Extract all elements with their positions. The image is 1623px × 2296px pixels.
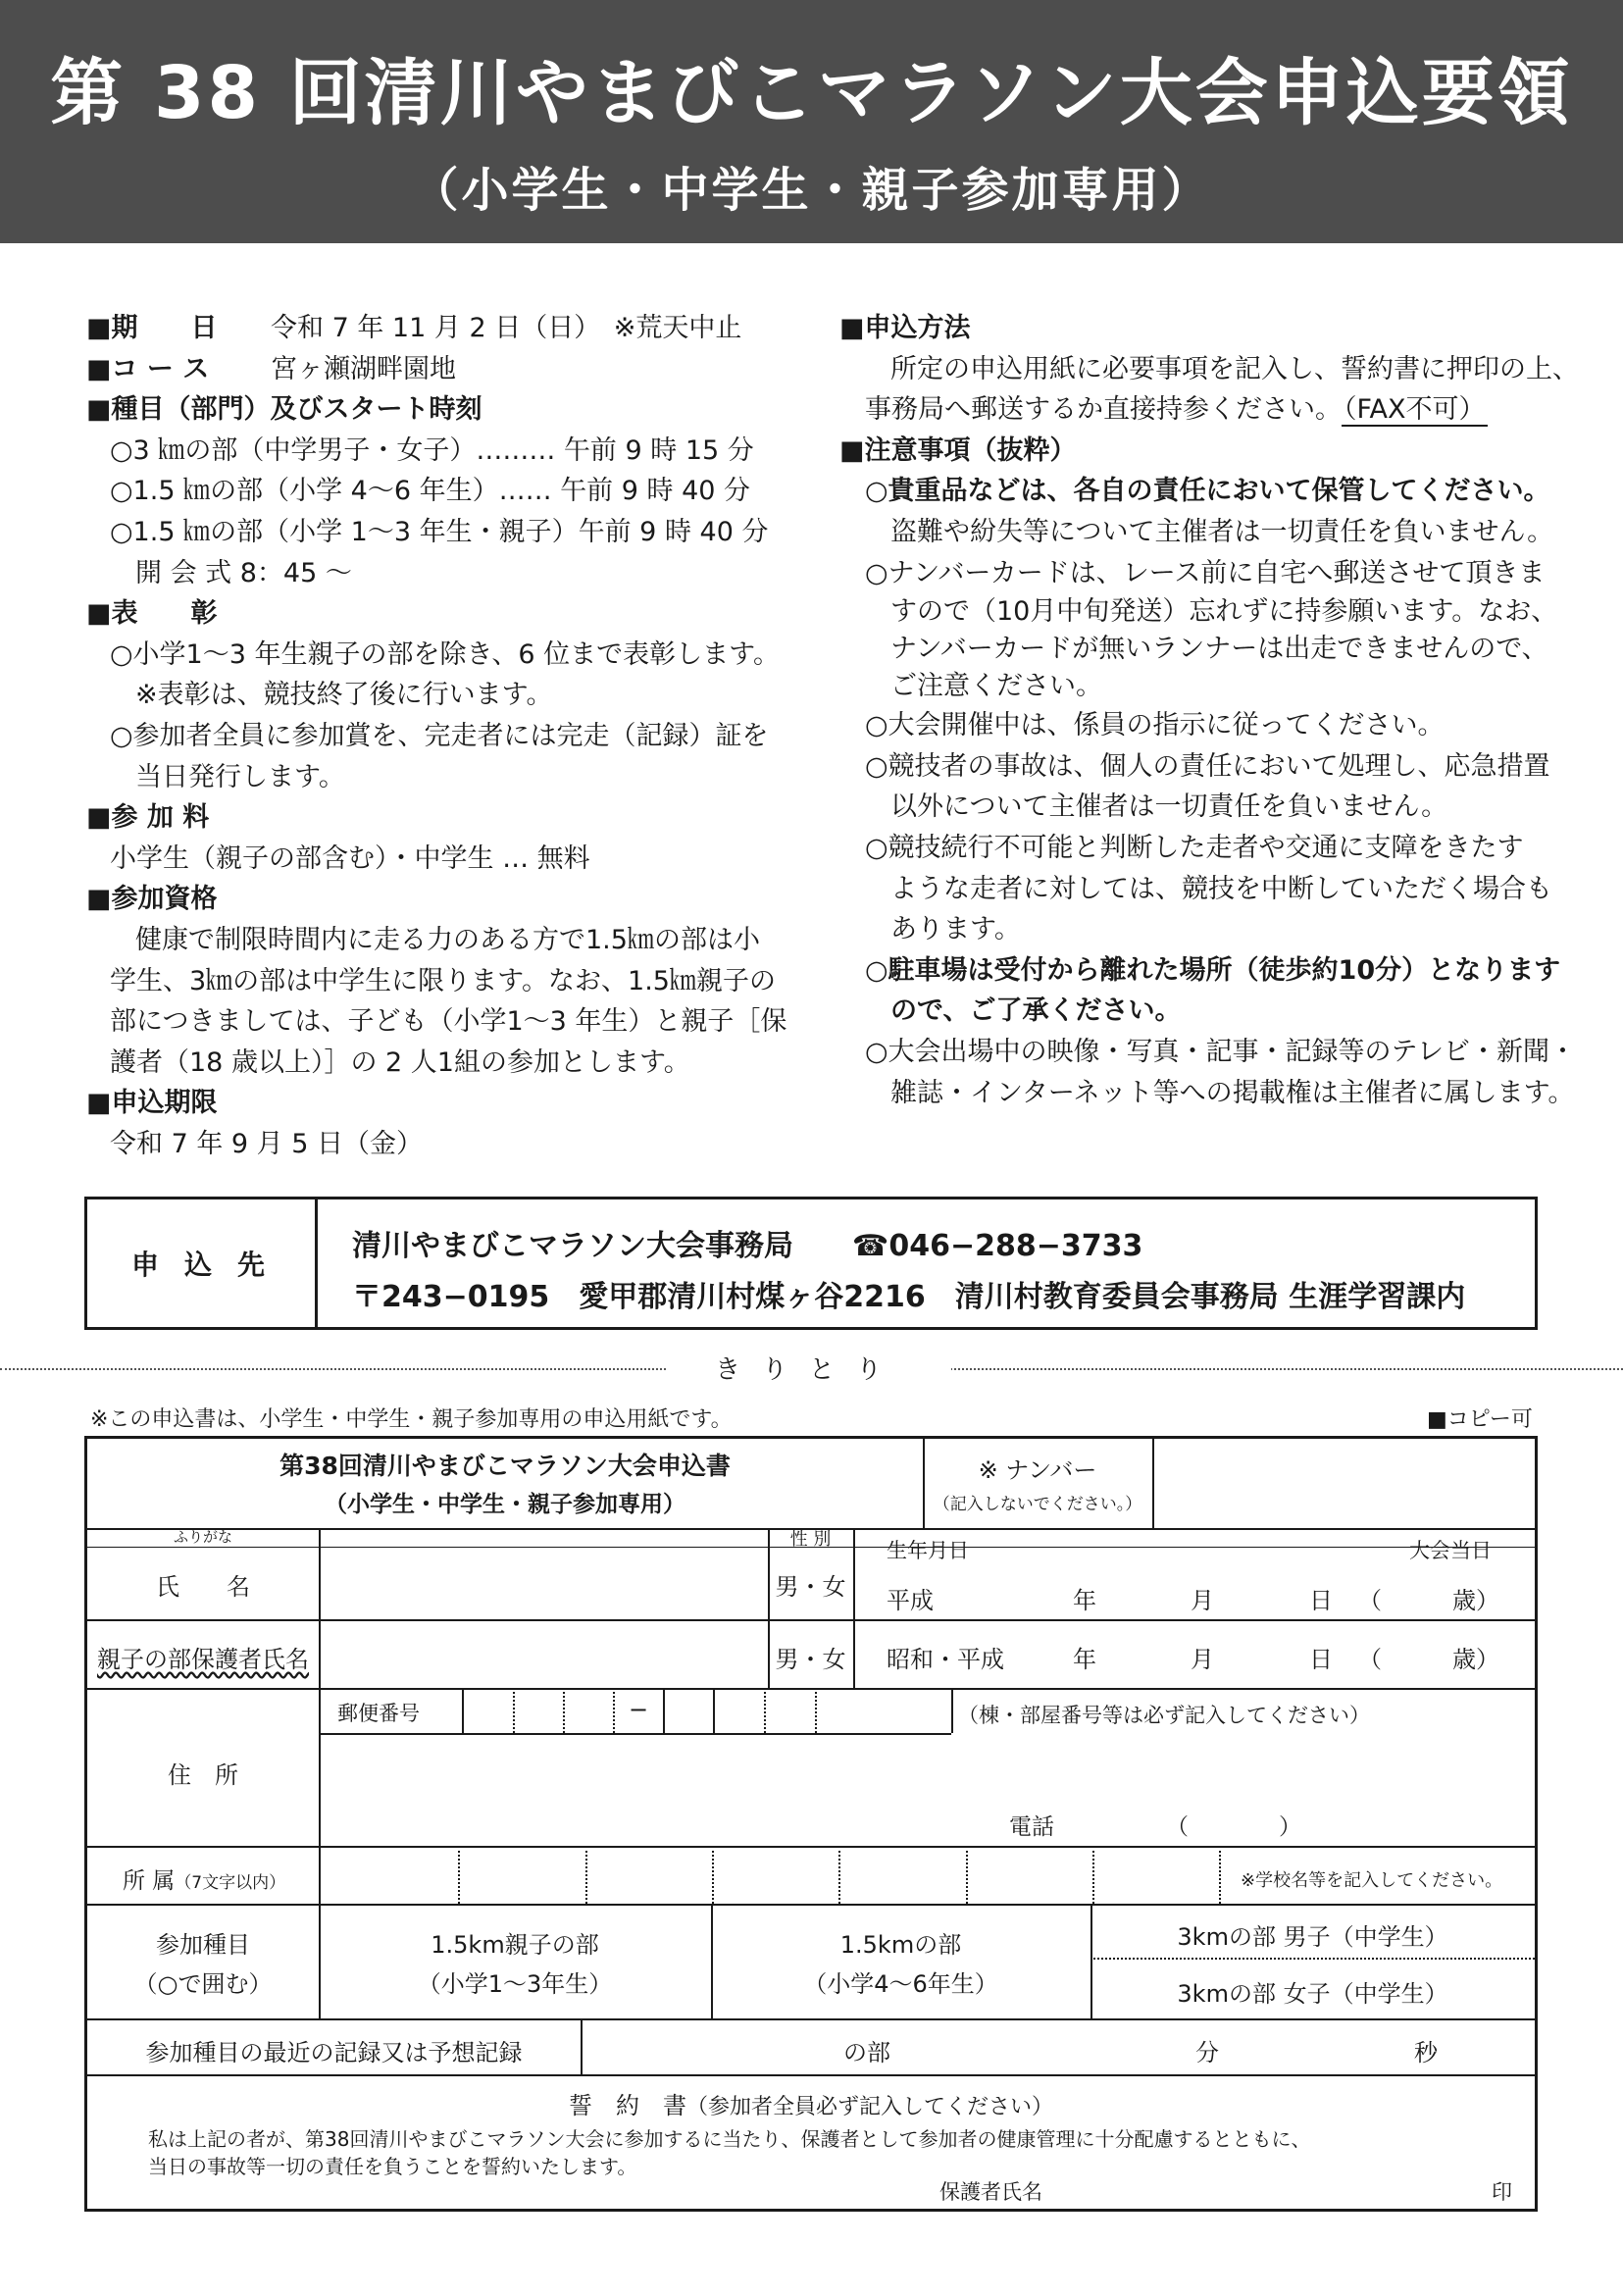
pledge-title <box>87 2086 1535 2120</box>
deadline-value: 令和 7 年 9 月 5 日（金） <box>110 1128 424 1159</box>
address-label: 住 所 <box>168 1761 238 1789</box>
category-label: 参加種目 <box>156 1931 250 1959</box>
note-item-cont: ナンバーカードが無いランナーは出走できませんので、 <box>890 634 1548 665</box>
deadline-heading: ■申込期限 <box>86 1088 218 1119</box>
record-label: 参加種目の最近の記録又は予想記録 <box>145 2039 523 2066</box>
event-item: ○1.5 ㎞の部（小学 4～6 年生）…… 午前 9 時 40 分 <box>110 476 751 507</box>
affiliation-label-text: 所 属 <box>123 1868 176 1894</box>
category-1-5km-grade: （小学4～6年生） <box>803 1970 998 1998</box>
award-item-cont: 当日発行します。 <box>135 761 345 792</box>
category-3km-boys[interactable]: 3kmの部 男子（中学生） <box>1177 1923 1448 1951</box>
phone-input[interactable]: （ ） <box>1166 1814 1301 1840</box>
outline-right-column <box>839 308 1579 1113</box>
note-item: ○大会出場中の映像・写真・記事・記録等のテレビ・新聞・ <box>865 1036 1577 1067</box>
address-note: （棟・部屋番号等は必ず記入してください） <box>958 1704 1370 1727</box>
note-item-cont: ような走者に対しては、競技を中断していただく場合も <box>890 873 1552 904</box>
category-1-5km-parent-child-grade: （小学1～3年生） <box>417 1970 613 1998</box>
pledge-title-note: （参加者全員必ず記入してください） <box>685 2095 1053 2119</box>
note-item: ○貴重品などは、各自の責任において保管してください。 <box>865 476 1550 507</box>
qualification-text: 健康で制限時間内に走る力のある方で1.5㎞の部は小 <box>135 924 760 955</box>
note-item: ○ナンバーカードは、レース前に自宅へ郵送させて頂きま <box>865 557 1546 588</box>
age-label: （ 歳） <box>1358 1646 1499 1673</box>
category-1-5km-label: 1.5kmの部 <box>839 1931 962 1959</box>
event-item: ○3 ㎞の部（中学男子・女子）……… 午前 9 時 15 分 <box>110 434 754 466</box>
course-row <box>86 349 812 390</box>
qualification-heading: ■参加資格 <box>86 884 218 915</box>
note-item: ○競技続行不可能と判断した走者や交通に支障をきたす <box>865 832 1524 863</box>
opening-ceremony: 開 会 式 8：45 ～ <box>135 557 352 588</box>
note-item-cont: すので（10月中旬発送）忘れずに持参願います。なお、 <box>890 596 1558 628</box>
record-unit-division: の部 <box>843 2039 890 2066</box>
note-item: ○競技者の事故は、個人の責任において処理し、応急措置 <box>865 750 1550 782</box>
form-rule <box>87 1619 1535 1621</box>
birth-date-header: 生年月日 <box>887 1539 969 1562</box>
note-item: ○駐車場は受付から離れた場所（徒歩約10分）となります <box>865 954 1561 986</box>
postal-code-input[interactable] <box>464 1690 866 1733</box>
guardian-label <box>87 1640 319 1674</box>
pledge-text: 私は上記の者が、第38回清川やまびこマラソン大会に参加するに当たり、保護者として参加者の健康管理に十分配慮するとともに、 <box>148 2127 1311 2151</box>
day-label: 日 <box>1309 1587 1333 1614</box>
method-text <box>839 389 1555 431</box>
gender-choice[interactable]: 男・女 <box>775 1573 846 1601</box>
contact-box <box>84 1197 1538 1330</box>
category-1-5km-parent-child[interactable] <box>321 1906 711 2018</box>
phone-label: 電話 <box>1009 1814 1054 1840</box>
qualification-text: 護者（18 歳以上）］の 2 人1組の参加とします。 <box>110 1046 690 1078</box>
affiliation-label <box>123 1862 285 1895</box>
affiliation-note: ※学校名等を記入してください。 <box>1241 1870 1503 1891</box>
affiliation-limit: （7文字以内） <box>175 1873 286 1893</box>
affiliation-input[interactable] <box>321 1848 1301 1904</box>
cut-label: きりとり <box>667 1350 951 1386</box>
seal-mark: 印 <box>1492 2180 1512 2204</box>
form-title: 第38回清川やまびこマラソン大会申込書 <box>279 1452 731 1480</box>
number-label: ※ ナンバー <box>978 1456 1097 1484</box>
method-heading: ■申込方法 <box>839 313 971 343</box>
form-usage-note: ※この申込書は、小学生・中学生・親子参加専用の申込用紙です。 <box>90 1407 733 1432</box>
note-item-cont: 盗難や紛失等について主催者は一切責任を負いません。 <box>890 516 1554 547</box>
category-label-note: （○で囲む） <box>133 1970 273 1998</box>
address-input[interactable] <box>321 1735 1535 1809</box>
form-rule <box>87 2074 1535 2076</box>
date-label: ■期 日 <box>86 313 218 343</box>
gender-choice[interactable]: 男・女 <box>775 1646 846 1673</box>
note-item-cont: 以外について主催者は一切責任を負いません。 <box>890 791 1448 823</box>
gender-header: 性 別 <box>789 1529 832 1550</box>
fee-value: 小学生（親子の部含む）・中学生 … 無料 <box>110 842 590 874</box>
qualification-text: 学生、3㎞の部は中学生に限ります。なお、1.5㎞親子の <box>110 965 776 996</box>
method-text-part: 事務局へ郵送するか直接持参ください。 <box>865 394 1342 426</box>
birth-era: 平成 <box>887 1587 934 1614</box>
award-item: ○小学1～3 年生親子の部を除き、6 位まで表彰します。 <box>110 638 781 670</box>
note-item: ○大会開催中は、係員の指示に従ってください。 <box>865 710 1445 741</box>
furigana-label: ふりがな <box>173 1528 232 1546</box>
category-1-5km-parent-child-label: 1.5km親子の部 <box>431 1931 599 1959</box>
record-unit-minutes: 分 <box>1195 2039 1219 2066</box>
note-item-cont: ご注意ください。 <box>890 671 1102 702</box>
notes-heading: ■注意事項（抜粋） <box>839 434 1077 466</box>
page-title: 第 38 回清川やまびこマラソン大会申込要領 <box>50 51 1573 135</box>
name-label: 氏 名 <box>156 1573 250 1601</box>
method-text: 所定の申込用紙に必要事項を記入し、誓約書に押印の上、 <box>890 353 1579 384</box>
note-item-cont: あります。 <box>890 914 1021 945</box>
guardian-signature-input[interactable] <box>1068 2169 1480 2207</box>
outline-left-column <box>86 308 812 1164</box>
form-subtitle: （小学生・中学生・親子参加専用） <box>325 1492 685 1517</box>
contact-address: 〒243−0195 愛甲郡清川村煤ヶ谷2216 清川村教育委員会事務局 生涯学習課内 <box>352 1280 1466 1314</box>
form-rule <box>853 1528 855 1688</box>
contact-office-phone: 清川やまびこマラソン大会事務局 ☎046−288−3733 <box>352 1229 1143 1263</box>
copy-allowed-note: ■コピー可 <box>1427 1407 1533 1432</box>
name-input[interactable] <box>321 1549 768 1619</box>
record-input[interactable] <box>583 2020 1535 2074</box>
note-item-cont: 雑誌・インターネット等への掲載権は主催者に属します。 <box>890 1077 1575 1108</box>
guardian-label-text: 親子の部保護者氏名 <box>97 1646 309 1673</box>
month-label: 月 <box>1191 1587 1214 1614</box>
award-heading: ■表 彰 <box>86 598 218 630</box>
age-label: （ 歳） <box>1358 1587 1499 1614</box>
race-day-header: 大会当日 <box>1409 1539 1492 1562</box>
birth-era: 昭和・平成 <box>887 1646 1004 1673</box>
furigana-input[interactable] <box>321 1530 768 1547</box>
event-item: ○1.5 ㎞の部（小学 1～3 年生・親子）午前 9 時 40 分 <box>110 516 769 547</box>
note-item-cont: ので、ご了承ください。 <box>890 995 1182 1027</box>
course-label: ■コ ー ス <box>86 353 210 384</box>
number-note: （記入しないでください。） <box>933 1495 1142 1514</box>
fee-heading: ■参 加 料 <box>86 802 210 834</box>
application-form <box>84 1436 1538 2212</box>
no-fax-note: （FAX不可） <box>1344 394 1486 426</box>
year-label: 年 <box>1073 1587 1096 1614</box>
contact-label: 申込先 <box>87 1199 318 1327</box>
category-1-5km[interactable] <box>713 1906 1090 2018</box>
postal-dash: − <box>629 1696 649 1723</box>
page-subtitle: （小学生・中学生・親子参加専用） <box>411 163 1212 218</box>
course-value: 宮ヶ瀬湖畔園地 <box>271 353 456 384</box>
pledge-title-text: 誓 約 書 <box>568 2092 686 2119</box>
record-unit-seconds: 秒 <box>1414 2039 1438 2066</box>
form-rule-dotted <box>1090 1958 1535 1960</box>
events-heading: ■種目（部門）及びスタート時刻 <box>86 394 482 426</box>
day-label: 日 <box>1309 1646 1333 1673</box>
qualification-text: 部につきましては、子ども（小学1～3 年生）と親子［保 <box>110 1006 787 1038</box>
year-label: 年 <box>1073 1646 1096 1673</box>
postal-label: 郵便番号 <box>337 1702 420 1725</box>
guardian-name-input[interactable] <box>321 1621 768 1688</box>
award-item: ○参加者全員に参加賞を、完走者には完走（記録）証を <box>110 720 769 751</box>
title-banner <box>0 0 1623 243</box>
guardian-signature-label: 保護者氏名 <box>939 2180 1042 2204</box>
form-rule <box>951 1688 953 1733</box>
date-row <box>86 308 812 349</box>
pledge-text: 当日の事故等一切の責任を負うことを誓約いたします。 <box>148 2155 637 2178</box>
month-label: 月 <box>1191 1646 1214 1673</box>
award-note: ※表彰は、競技終了後に行います。 <box>135 680 553 711</box>
category-3km-girls[interactable]: 3kmの部 女子（中学生） <box>1177 1980 1448 2008</box>
date-value: 令和 7 年 11 月 2 日（日） ※荒天中止 <box>271 313 742 343</box>
number-input[interactable] <box>1154 1439 1535 1528</box>
